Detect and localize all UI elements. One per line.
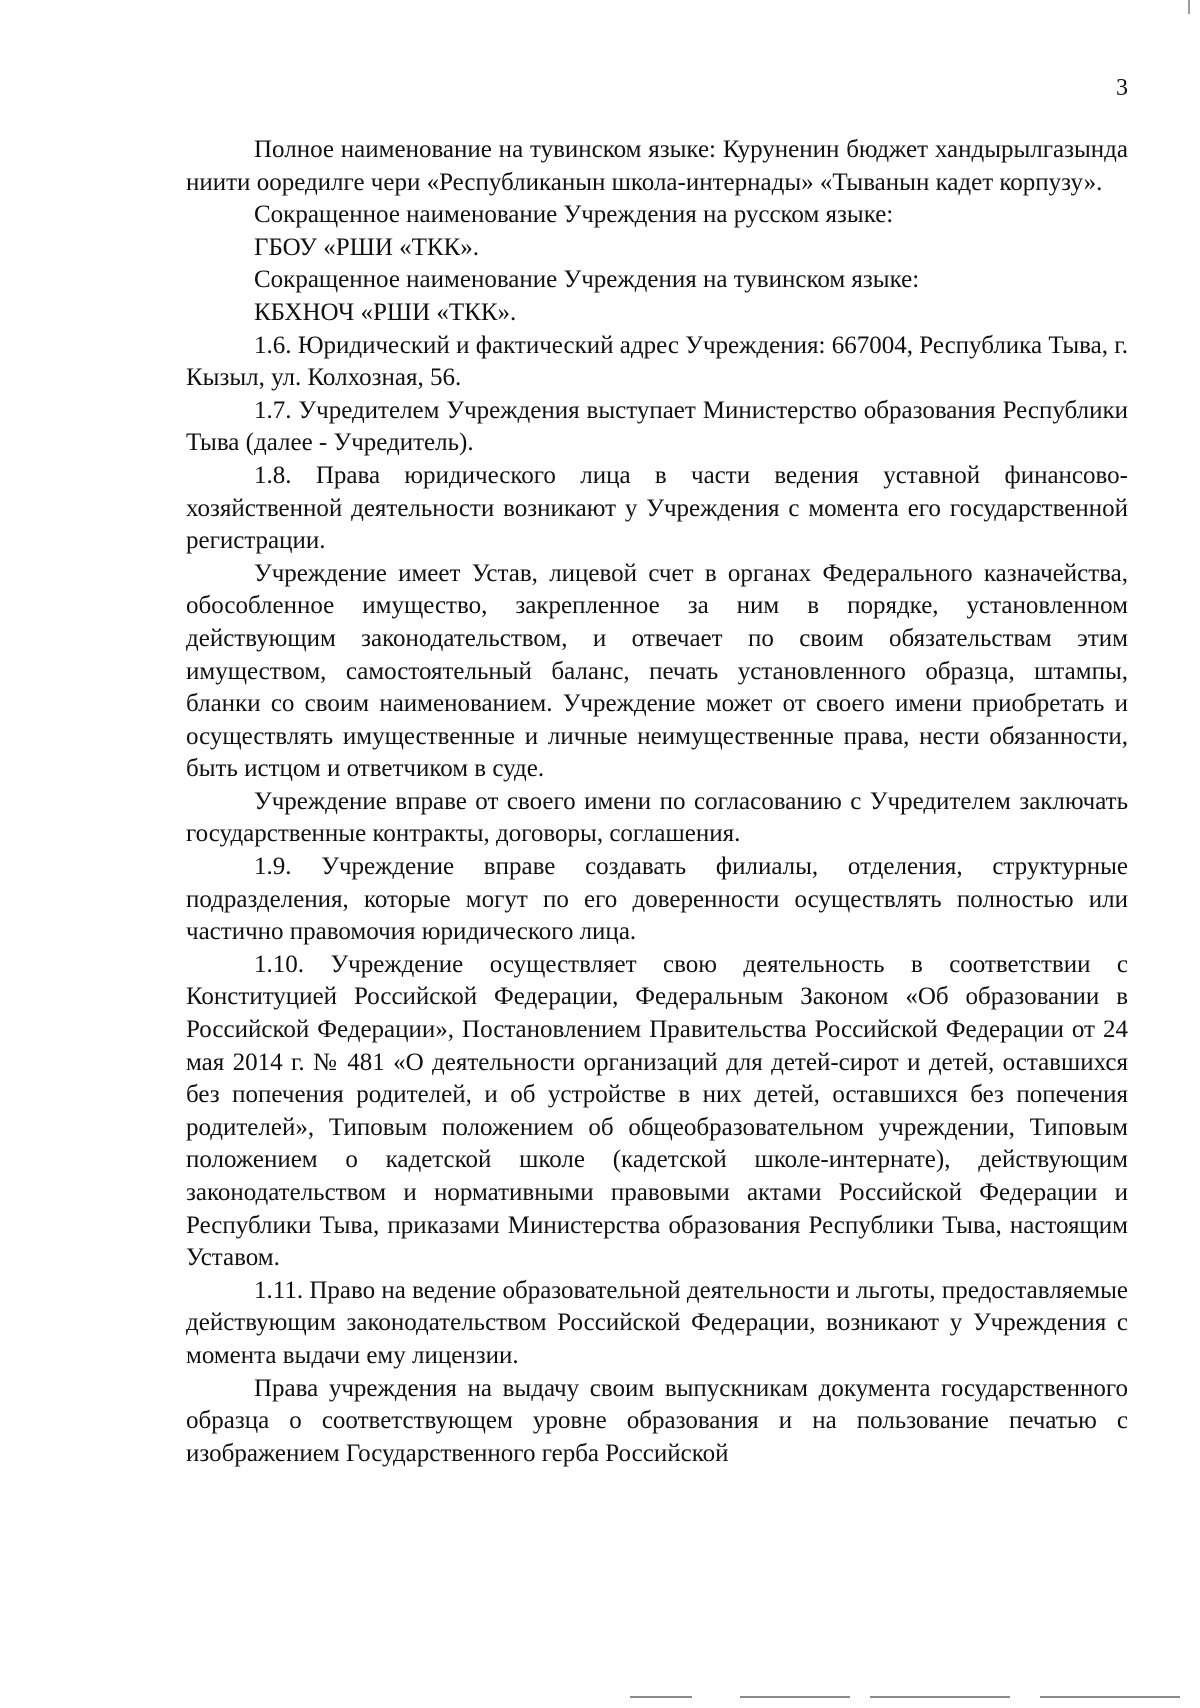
paragraph-contracts: Учреждение вправе от своего имени по согласованию с Учредителем заключать государственные контракты, договоры, соглашения. xyxy=(186,787,1128,848)
paragraph-1-9-branches: 1.9. Учреждение вправе создавать филиалы, отделения, структурные подразделения, которые могут по его доверенности осуществлять полностью или частично правомочия юридического лица. xyxy=(186,853,1128,946)
paragraph-short-name-russian-value: ГБОУ «РШИ «ТКК». xyxy=(254,233,480,261)
paragraph-1-10-legislation: 1.10. Учреждение осуществляет свою деятельность в соответствии с Конституцией Российской Федерации, Федеральным Законом «Об образовании в Российской Федерации», Постановлением Правительства Российской Федерации от 24 мая 2014 г. № 481 «О деятельности организаций для детей-сирот и детей, оставшихся без попечения родителей, и об устройстве в них детей, оставшихся без попечения родителей», Типовым положением об общеобразовательном учреждении, Типовым положением о кадетской школе (кадетской школе-интернате), действующим законодательством и нормативными правовыми актами Российской Федерации и Республики Тыва, приказами Министерства образования Республики Тыва, настоящим Уставом. xyxy=(186,950,1128,1272)
paragraph-full-name-tuvan: Полное наименование на тувинском языке: Куруненин бюджет хандырылгазында ниити ооредилге чери «Республиканын школа-интернады» «Тыванын кадет корпузу». xyxy=(186,136,1128,196)
paragraph-short-name-tuvan-value: КБХНОЧ «РШИ «ТКК». xyxy=(254,298,517,326)
scan-bottom-line xyxy=(1040,1696,1180,1698)
paragraph-short-name-tuvan-label: Сокращенное наименование Учреждения на тувинском языке: xyxy=(254,266,920,294)
paragraph-charter-account: Учреждение имеет Устав, лицевой счет в органах Федерального казначейства, обособленное имущество, закрепленное за ним в порядке, установленном действующим законодательством, и отвечает по своим обязательствам этим имуществом, самостоятельный баланс, печать установленного образца, штампы, бланки со своим наименованием. Учреждение может от своего имени приобретать и осуществлять имущественные и личные неимущественные права, нести обязанности, быть истцом и ответчиком в суде. xyxy=(186,559,1128,783)
paragraph-1-8-legal-rights: 1.8. Права юридического лица в части ведения уставной финансово-хозяйственной деятельности возникают у Учреждения с момента его государственной регистрации. xyxy=(186,461,1128,555)
document-body xyxy=(186,134,1128,1470)
scan-edge-mark xyxy=(1188,0,1190,14)
paragraph-short-name-russian-label: Сокращенное наименование Учреждения на русском языке: xyxy=(254,201,894,229)
paragraph-1-6-address: 1.6. Юридический и фактический адрес Учреждения: 667004, Республика Тыва, г. Кызыл, ул. Колхозная, 56. xyxy=(186,331,1128,392)
paragraph-diploma-rights: Права учреждения на выдачу своим выпускникам документа государственного образца о соответствующем уровне образования и на пользование печатью с изображением Государственного герба Российской xyxy=(186,1374,1128,1467)
page-number: 3 xyxy=(1116,75,1128,101)
paragraph-1-11-license: 1.11. Право на ведение образовательной деятельности и льготы, предоставляемые действующим законодательством Российской Федерации, возникают у Учреждения с момента выдачи ему лицензии. xyxy=(186,1276,1128,1369)
scan-bottom-line xyxy=(740,1696,850,1698)
scan-bottom-line xyxy=(630,1696,692,1698)
scan-bottom-line xyxy=(870,1696,1010,1698)
paragraph-1-7-founder: 1.7. Учредителем Учреждения выступает Министерство образования Республики Тыва (далее - Учредитель). xyxy=(186,396,1128,457)
